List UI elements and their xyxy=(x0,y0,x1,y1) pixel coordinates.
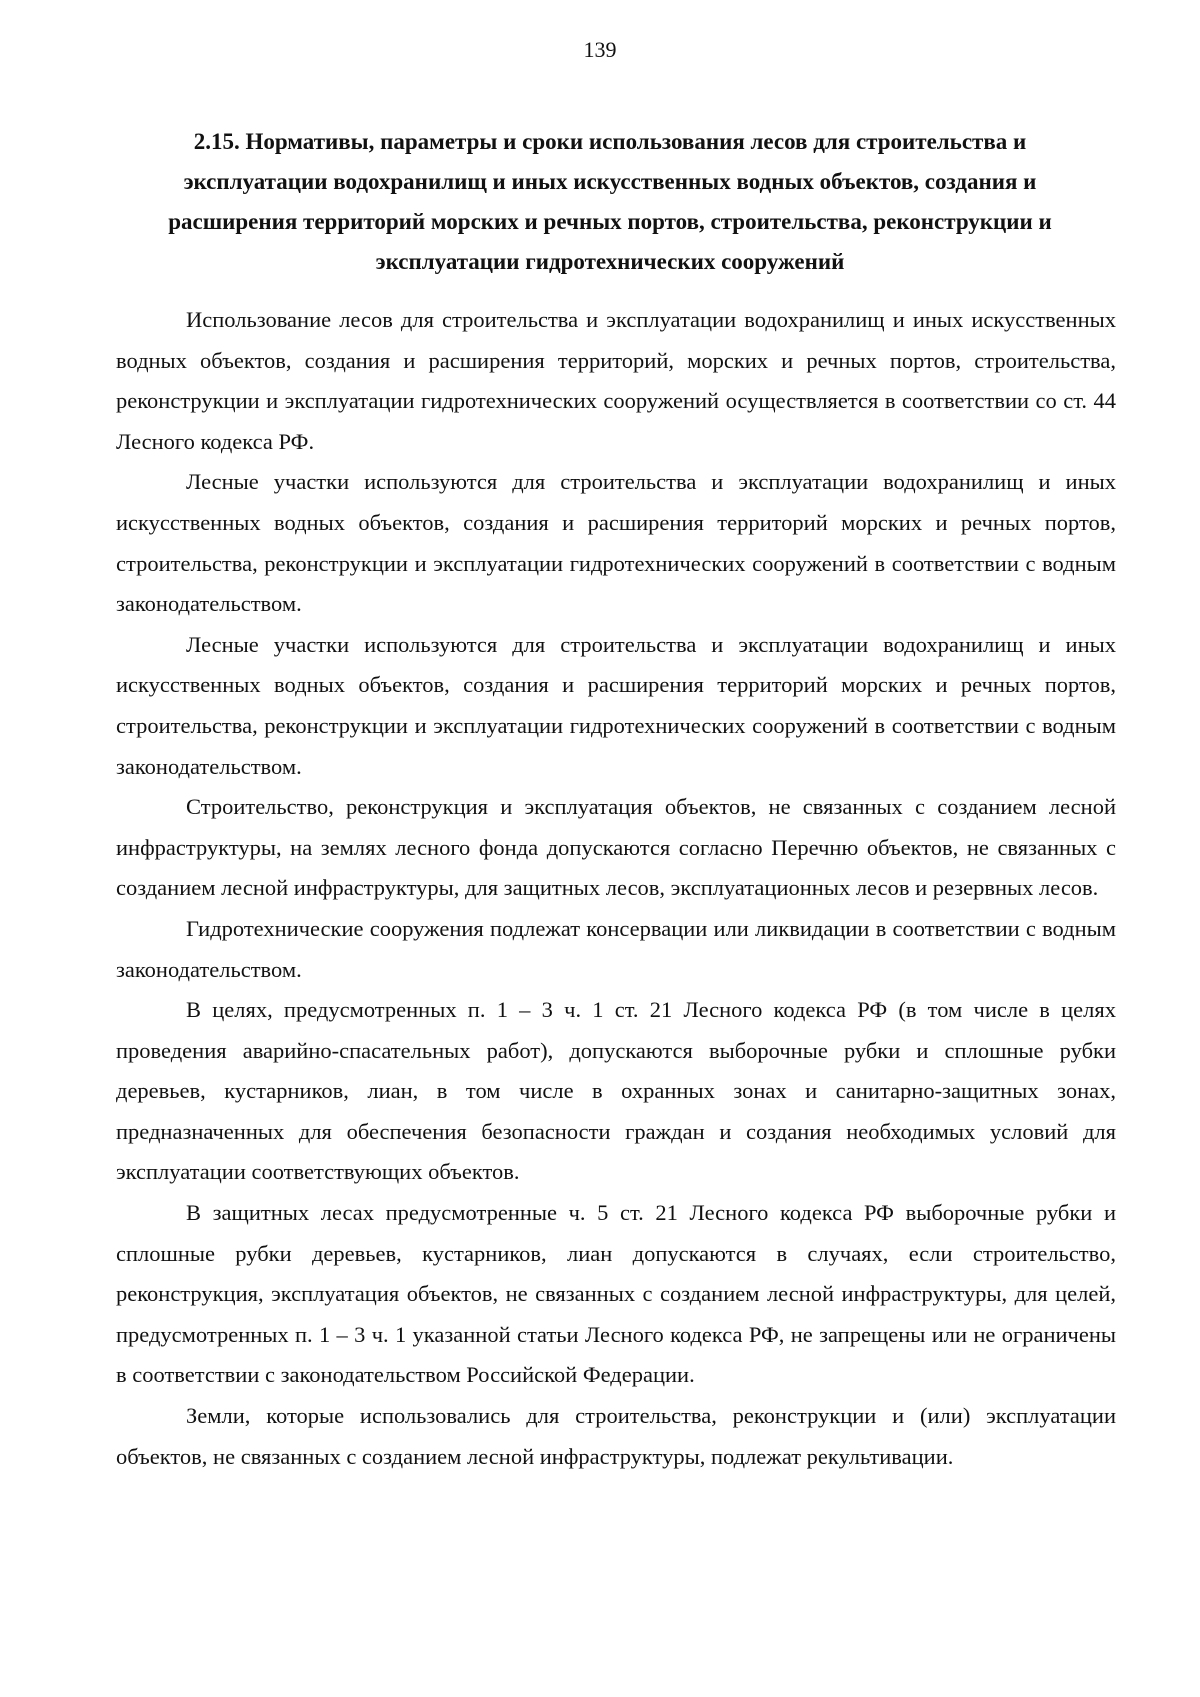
paragraph-hydro-structures-conservation: Гидротехнические сооружения подлежат консервации или ликвидации в соответствии с водным законодательством. xyxy=(116,915,1116,982)
body-text xyxy=(116,300,1116,1477)
paragraph-non-forest-infrastructure: Строительство, реконструкция и эксплуатация объектов, не связанных с созданием лесной инфраструктуры, на землях лесного фонда допускаются согласно Перечню объектов, не связанных с созданием лесной инфраструктуры, для защитных лесов, эксплуатационных лесов и резервных лесов. xyxy=(116,794,1116,901)
paragraph-land-use-basis: Использование лесов для строительства и эксплуатации водохранилищ и иных искусственных водных объектов, создания и расширения территорий, морских и речных портов, строительства, реконструкции и эксплуатации гидротехнических сооружений осуществляется в соответствии со ст. 44 Лесного кодекса РФ. xyxy=(116,307,1116,454)
paragraph-forest-plots-water-law-repeat: Лесные участки используются для строительства и эксплуатации водохранилищ и иных искусственных водных объектов, создания и расширения территорий морских и речных портов, строительства, реконструкции и эксплуатации гидротехнических сооружений в соответствии с водным законодательством. xyxy=(116,631,1116,779)
paragraph-land-reclamation: Земли, которые использовались для строительства, реконструкции и (или) эксплуатации объектов, не связанных с созданием лесной инфраструктуры, подлежат рекультивации. xyxy=(116,1403,1116,1469)
paragraph-forest-plots-water-law: Лесные участки используются для строительства и эксплуатации водохранилищ и иных искусственных водных объектов, создания и расширения территорий морских и речных портов, строительства, реконструкции и эксплуатации гидротехнических сооружений в соответствии с водным законодательством. xyxy=(116,469,1116,617)
section-heading: 2.15. Нормативы, параметры и сроки использования лесов для строительства и эксплуатации водохранилищ и иных искусственных водных объектов, создания и расширения территорий морских и речных портов, строительства, реконструкции и эксплуатации гидротехнических сооружений xyxy=(168,129,1052,274)
page-number: 139 xyxy=(583,37,617,62)
paragraph-permitted-felling: В целях, предусмотренных п. 1 – 3 ч. 1 ст. 21 Лесного кодекса РФ (в том числе в целях проведения аварийно-спасательных работ), допускаются выборочные рубки и сплошные рубки деревьев, кустарников, лиан, в том числе в охранных зонах и санитарно-защитных зонах, предназначенных для обеспечения безопасности граждан и создания необходимых условий для эксплуатации соответствующих объектов. xyxy=(116,997,1116,1185)
paragraph-protective-forests-felling: В защитных лесах предусмотренные ч. 5 ст. 21 Лесного кодекса РФ выборочные рубки и сплошные рубки деревьев, кустарников, лиан допускаются в случаях, если строительство, реконструкция, эксплуатация объектов, не связанных с созданием лесной инфраструктуры, для целей, предусмотренных п. 1 – 3 ч. 1 указанной статьи Лесного кодекса РФ, не запрещены или не ограничены в соответствии с законодательством Российской Федерации. xyxy=(116,1200,1116,1388)
